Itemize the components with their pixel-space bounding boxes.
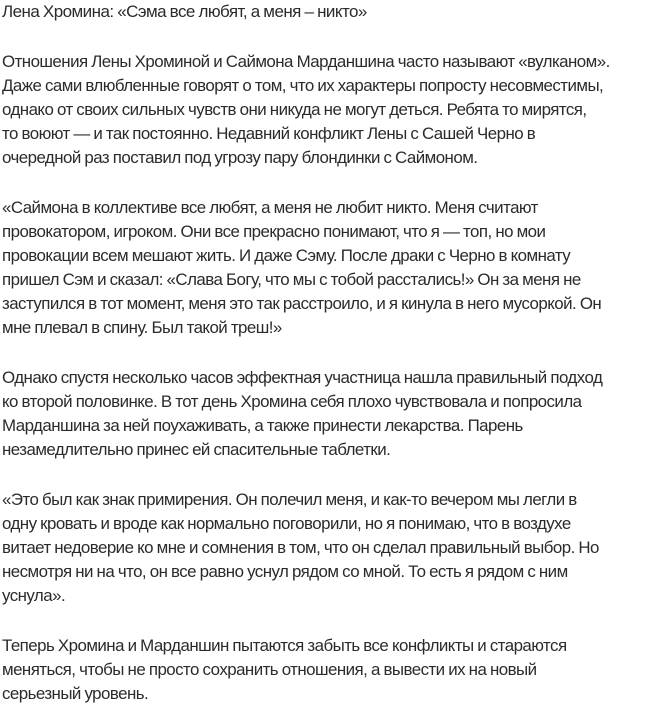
article-paragraph-conclusion — [2, 634, 670, 706]
paragraph-line: ко второй половинке. В тот день Хромина себя плохо чувствовала и попросила — [2, 392, 582, 411]
paragraph-line: однако от своих сильных чувств они никуда не могут деться. Ребята то мирятся, — [2, 100, 587, 119]
article-paragraph-quote-2 — [2, 488, 670, 608]
paragraph-line: витает недоверие ко мне и сомнения в том, что он сделал правильный выбор. Но — [2, 538, 599, 557]
paragraph-line: провокации всем мешают жить. И даже Сэму. После драки с Черно в комнату — [2, 246, 571, 265]
paragraph-line: заступился в тот момент, меня это так расстроило, и я кинула в него мусоркой. Он — [2, 294, 602, 313]
paragraph-line: мне плевал в спину. Был такой треш!» — [2, 318, 282, 337]
paragraph-line: несмотря ни на что, он все равно уснул рядом со мной. То есть я рядом с ним — [2, 562, 568, 581]
paragraph-line: Теперь Хромина и Марданшин пытаются забыть все конфликты и стараются — [2, 636, 567, 655]
paragraph-line: серьезный уровень. — [2, 684, 149, 703]
article-paragraph-intro — [2, 50, 670, 170]
paragraph-line: незамедлительно принес ей спасительные таблетки. — [2, 440, 391, 459]
paragraph-line: уснула». — [2, 586, 66, 605]
paragraph-line: то воюют — и так постоянно. Недавний конфликт Лены с Сашей Черно в — [2, 124, 536, 143]
paragraph-line: очередной раз поставил под угрозу пару блондинки с Саймоном. — [2, 148, 478, 167]
article-title: Лена Хромина: «Сэма все любят, а меня – никто» — [2, 2, 367, 21]
paragraph-line: пришел Сэм и сказал: «Слава Богу, что мы с тобой расстались!» Он за меня не — [2, 270, 581, 289]
paragraph-line: одну кровать и вроде как нормально поговорили, но я понимаю, что в воздухе — [2, 514, 571, 533]
paragraph-line: Отношения Лены Хроминой и Саймона Марданшина часто называют «вулканом». — [2, 52, 610, 71]
paragraph-line: «Саймона в коллективе все любят, а меня не любит никто. Меня считают — [2, 198, 538, 217]
paragraph-line: провокатором, игроком. Они все прекрасно понимают, что я — топ, но мои — [2, 222, 546, 241]
paragraph-line: Даже сами влюбленные говорят о том, что их характеры попросту несовместимы, — [2, 76, 604, 95]
paragraph-line: меняться, чтобы не просто сохранить отношения, а вывести их на новый — [2, 660, 537, 679]
article-paragraph-quote-1 — [2, 196, 670, 340]
paragraph-line: Однако спустя несколько часов эффектная участница нашла правильный подход — [2, 368, 603, 387]
paragraph-line: «Это был как знак примирения. Он полечил меня, и как-то вечером мы легли в — [2, 490, 577, 509]
article — [2, 0, 670, 706]
paragraph-line: Марданшина за ней поухаживать, а также принести лекарства. Парень — [2, 416, 523, 435]
article-paragraph-reconciliation — [2, 366, 670, 462]
